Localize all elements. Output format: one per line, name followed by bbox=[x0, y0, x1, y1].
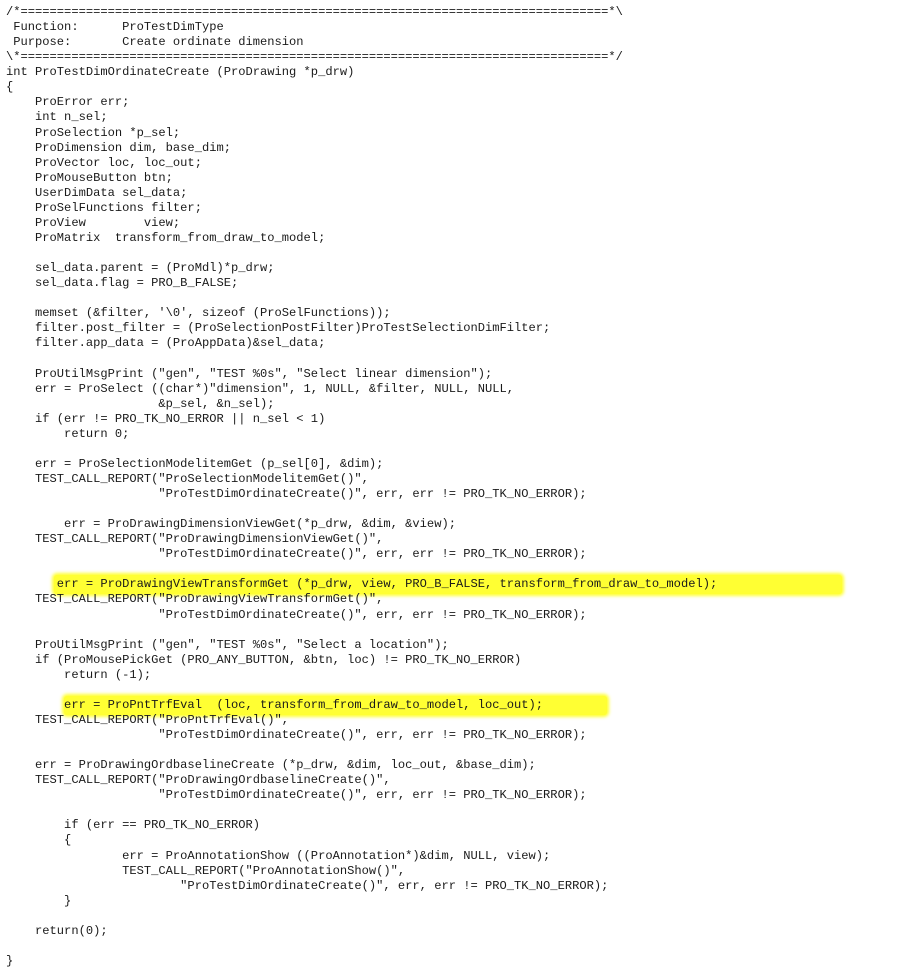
code-line bbox=[6, 442, 717, 457]
code-line-text: TEST_CALL_REPORT("ProDrawingViewTransformGet()", bbox=[6, 592, 384, 607]
code-line-text: ProError err; bbox=[6, 95, 130, 110]
code-line-text: "ProTestDimOrdinateCreate()", err, err != PRO_TK_NO_ERROR); bbox=[6, 607, 587, 622]
code-line-text: err = ProPntTrfEval (loc, transform_from_draw_to_model, loc_out); bbox=[6, 697, 544, 712]
code-line bbox=[6, 35, 717, 50]
code-line-text: if (err == PRO_TK_NO_ERROR) bbox=[6, 818, 261, 833]
code-line bbox=[6, 427, 717, 442]
code-line-text: filter.post_filter = (ProSelectionPostFilter)ProTestSelectionDimFilter; bbox=[6, 321, 551, 336]
code-line bbox=[6, 698, 717, 713]
code-line bbox=[6, 879, 717, 894]
code-line bbox=[6, 894, 717, 909]
code-line-text: ProSelection *p_sel; bbox=[6, 125, 181, 140]
code-line-text: err = ProDrawingViewTransformGet (*p_drw, view, PRO_B_FALSE, transform_from_draw_to_model); bbox=[6, 577, 718, 592]
code-line bbox=[6, 713, 717, 728]
code-line-text: return(0); bbox=[6, 923, 108, 938]
code-line bbox=[6, 95, 717, 110]
code-line-text: int n_sel; bbox=[6, 110, 108, 125]
code-line bbox=[6, 532, 717, 547]
code-line bbox=[6, 367, 717, 382]
code-line-text: if (ProMousePickGet (PRO_ANY_BUTTON, &btn, loc) != PRO_TK_NO_ERROR) bbox=[6, 652, 522, 667]
code-line bbox=[6, 412, 717, 427]
code-line bbox=[6, 382, 717, 397]
code-line-text: } bbox=[6, 893, 72, 908]
code-line-text: { bbox=[6, 80, 14, 95]
code-line-text: "ProTestDimOrdinateCreate()", err, err != PRO_TK_NO_ERROR); bbox=[6, 788, 587, 803]
code-line-text: } bbox=[6, 953, 14, 968]
code-line bbox=[6, 728, 717, 743]
code-line-text: ProVector loc, loc_out; bbox=[6, 155, 202, 170]
code-line bbox=[6, 65, 717, 80]
code-line-text: ProMouseButton btn; bbox=[6, 170, 173, 185]
code-line-text: ProMatrix transform_from_draw_to_model; bbox=[6, 230, 326, 245]
code-line bbox=[6, 80, 717, 95]
code-line bbox=[6, 126, 717, 141]
code-line bbox=[6, 276, 717, 291]
code-line-text: ProDimension dim, base_dim; bbox=[6, 140, 231, 155]
code-line bbox=[6, 5, 717, 20]
code-line bbox=[6, 351, 717, 366]
code-line-text: int ProTestDimOrdinateCreate (ProDrawing *p_drw) bbox=[6, 65, 355, 80]
code-line bbox=[6, 261, 717, 276]
code-line-text: memset (&filter, '\0', sizeof (ProSelFunctions)); bbox=[6, 306, 391, 321]
code-line bbox=[6, 141, 717, 156]
code-line bbox=[6, 849, 717, 864]
code-line bbox=[6, 472, 717, 487]
code-line bbox=[6, 954, 717, 969]
code-line-text: TEST_CALL_REPORT("ProDrawingOrdbaselineCreate()", bbox=[6, 773, 391, 788]
code-line-text: TEST_CALL_REPORT("ProDrawingDimensionViewGet()", bbox=[6, 532, 384, 547]
code-line bbox=[6, 803, 717, 818]
code-line bbox=[6, 457, 717, 472]
code-line bbox=[6, 186, 717, 201]
code-line bbox=[6, 818, 717, 833]
code-line bbox=[6, 50, 717, 65]
code-line bbox=[6, 20, 717, 35]
code-line-text: sel_data.parent = (ProMdl)*p_drw; bbox=[6, 261, 275, 276]
code-line bbox=[6, 653, 717, 668]
code-line-text: { bbox=[6, 833, 72, 848]
code-line bbox=[6, 909, 717, 924]
code-line-text: filter.app_data = (ProAppData)&sel_data; bbox=[6, 336, 326, 351]
code-line bbox=[6, 110, 717, 125]
code-line bbox=[6, 321, 717, 336]
code-line bbox=[6, 758, 717, 773]
code-line bbox=[6, 924, 717, 939]
code-line bbox=[6, 216, 717, 231]
code-line bbox=[6, 201, 717, 216]
code-line-text: \*=================================================================================*/ bbox=[6, 50, 623, 65]
code-line-text: ProUtilMsgPrint ("gen", "TEST %0s", "Select linear dimension"); bbox=[6, 366, 493, 381]
code-line-text: /*=================================================================================*\ bbox=[6, 5, 623, 19]
code-line bbox=[6, 939, 717, 954]
code-line bbox=[6, 171, 717, 186]
code-line-text: ProView view; bbox=[6, 215, 181, 230]
code-line-text: err = ProDrawingOrdbaselineCreate (*p_drw, &dim, loc_out, &base_dim); bbox=[6, 758, 536, 773]
code-line bbox=[6, 156, 717, 171]
code-line-text: TEST_CALL_REPORT("ProPntTrfEval()", bbox=[6, 712, 290, 727]
code-line bbox=[6, 502, 717, 517]
code-line bbox=[6, 517, 717, 532]
code-line bbox=[6, 487, 717, 502]
code-line bbox=[6, 743, 717, 758]
code-line-text: TEST_CALL_REPORT("ProSelectionModelitemGet()", bbox=[6, 471, 369, 486]
code-line-text: err = ProSelectionModelitemGet (p_sel[0], &dim); bbox=[6, 456, 384, 471]
code-line bbox=[6, 291, 717, 306]
code-line-text: "ProTestDimOrdinateCreate()", err, err != PRO_TK_NO_ERROR); bbox=[6, 487, 587, 501]
code-listing bbox=[6, 5, 717, 969]
code-line-text: if (err != PRO_TK_NO_ERROR || n_sel < 1) bbox=[6, 411, 326, 426]
code-line-text: ProUtilMsgPrint ("gen", "TEST %0s", "Select a location"); bbox=[6, 637, 449, 652]
code-line bbox=[6, 246, 717, 261]
code-line-text: UserDimData sel_data; bbox=[6, 185, 188, 200]
code-line-text: sel_data.flag = PRO_B_FALSE; bbox=[6, 276, 239, 291]
code-line bbox=[6, 623, 717, 638]
code-line-text: err = ProSelect ((char*)"dimension", 1, NULL, &filter, NULL, NULL, bbox=[6, 381, 515, 396]
code-line-text: return (-1); bbox=[6, 667, 152, 682]
code-line-text: Purpose: Create ordinate dimension bbox=[6, 35, 304, 50]
code-line-text: err = ProDrawingDimensionViewGet(*p_drw, &dim, &view); bbox=[6, 517, 456, 532]
code-line-text: return 0; bbox=[6, 426, 130, 441]
code-line bbox=[6, 773, 717, 788]
code-line bbox=[6, 577, 717, 592]
code-line-text: TEST_CALL_REPORT("ProAnnotationShow()", bbox=[6, 863, 406, 878]
code-line-text: "ProTestDimOrdinateCreate()", err, err != PRO_TK_NO_ERROR); bbox=[6, 878, 609, 893]
code-line-text: "ProTestDimOrdinateCreate()", err, err != PRO_TK_NO_ERROR); bbox=[6, 728, 587, 742]
code-line bbox=[6, 668, 717, 683]
code-line-text: &p_sel, &n_sel); bbox=[6, 396, 275, 411]
code-line bbox=[6, 608, 717, 623]
code-line bbox=[6, 864, 717, 879]
code-line-text: Function: ProTestDimType bbox=[6, 20, 224, 35]
code-line-text: ProSelFunctions filter; bbox=[6, 200, 202, 215]
code-line bbox=[6, 231, 717, 246]
code-line bbox=[6, 306, 717, 321]
code-line-text: err = ProAnnotationShow ((ProAnnotation*)&dim, NULL, view); bbox=[6, 848, 551, 863]
code-line bbox=[6, 397, 717, 412]
code-line bbox=[6, 638, 717, 653]
code-line bbox=[6, 336, 717, 351]
code-line-text: "ProTestDimOrdinateCreate()", err, err != PRO_TK_NO_ERROR); bbox=[6, 547, 587, 562]
code-line bbox=[6, 592, 717, 607]
code-line bbox=[6, 833, 717, 848]
code-line bbox=[6, 547, 717, 562]
code-line bbox=[6, 788, 717, 803]
